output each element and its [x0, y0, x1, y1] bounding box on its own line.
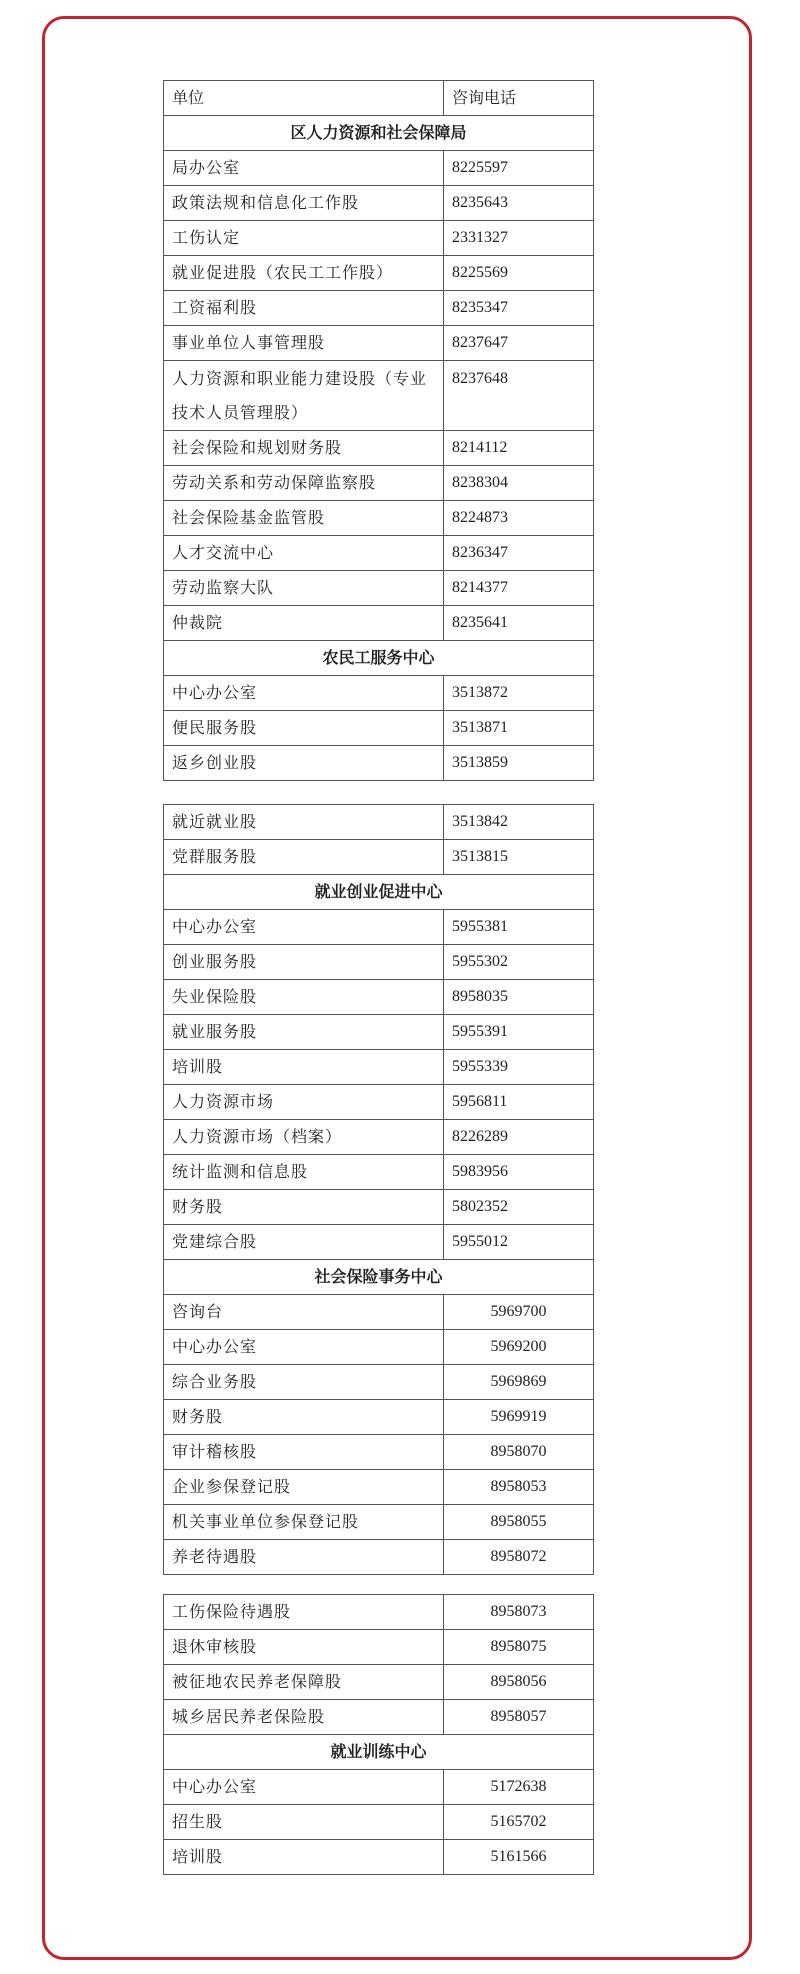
table-row	[164, 1155, 594, 1190]
table-row	[164, 326, 594, 361]
phone-number-cell: 8958053	[444, 1470, 594, 1505]
table-row	[164, 1330, 594, 1365]
table-row	[164, 945, 594, 980]
unit-name-cell: 工资福利股	[164, 291, 444, 326]
table-row	[164, 805, 594, 840]
unit-name-cell: 招生股	[164, 1805, 444, 1840]
table-row	[164, 291, 594, 326]
unit-name-cell: 财务股	[164, 1190, 444, 1225]
unit-name-cell: 中心办公室	[164, 910, 444, 945]
phone-number-cell: 8235641	[444, 606, 594, 641]
table-row	[164, 466, 594, 501]
unit-name-cell: 事业单位人事管理股	[164, 326, 444, 361]
unit-name-cell: 仲裁院	[164, 606, 444, 641]
unit-name-cell: 统计监测和信息股	[164, 1155, 444, 1190]
section-title: 就业训练中心	[164, 1735, 594, 1770]
unit-name-cell: 党建综合股	[164, 1225, 444, 1260]
section-header-row	[164, 875, 594, 910]
section-header-row	[164, 1735, 594, 1770]
unit-name-cell: 退休审核股	[164, 1630, 444, 1665]
phone-number-cell: 8238304	[444, 466, 594, 501]
unit-name-cell: 党群服务股	[164, 840, 444, 875]
phone-number-cell: 5955381	[444, 910, 594, 945]
section-title: 社会保险事务中心	[164, 1260, 594, 1295]
table-row	[164, 571, 594, 606]
table-row	[164, 1015, 594, 1050]
table-row	[164, 1805, 594, 1840]
phone-number-cell: 8958073	[444, 1595, 594, 1630]
table-row	[164, 910, 594, 945]
unit-name-cell: 社会保险基金监管股	[164, 501, 444, 536]
table-row	[164, 1120, 594, 1155]
unit-name-cell: 失业保险股	[164, 980, 444, 1015]
phone-number-cell: 8958057	[444, 1700, 594, 1735]
phone-number-cell: 5161566	[444, 1840, 594, 1875]
phone-number-cell: 5802352	[444, 1190, 594, 1225]
phone-number-cell: 8958070	[444, 1435, 594, 1470]
phone-number-cell: 8236347	[444, 536, 594, 571]
phone-number-cell: 5955339	[444, 1050, 594, 1085]
phone-number-cell: 5969700	[444, 1295, 594, 1330]
phone-number-cell: 3513872	[444, 676, 594, 711]
unit-name-cell: 被征地农民养老保障股	[164, 1665, 444, 1700]
contact-table-2	[163, 804, 594, 1575]
unit-name-cell: 机关事业单位参保登记股	[164, 1505, 444, 1540]
section-header-row	[164, 1260, 594, 1295]
unit-name-cell: 人才交流中心	[164, 536, 444, 571]
contact-table-3	[163, 1594, 594, 1875]
phone-number-cell: 5172638	[444, 1770, 594, 1805]
unit-name-cell: 培训股	[164, 1840, 444, 1875]
phone-number-cell: 5969869	[444, 1365, 594, 1400]
unit-name-cell: 咨询台	[164, 1295, 444, 1330]
unit-name-cell: 就近就业股	[164, 805, 444, 840]
table-row	[164, 151, 594, 186]
table-row	[164, 1085, 594, 1120]
section-title: 农民工服务中心	[164, 641, 594, 676]
table-row	[164, 501, 594, 536]
unit-name-cell: 就业促进股（农民工工作股）	[164, 256, 444, 291]
phone-number-cell: 8226289	[444, 1120, 594, 1155]
table-row	[164, 1840, 594, 1875]
unit-name-cell: 养老待遇股	[164, 1540, 444, 1575]
header-phone: 咨询电话	[444, 81, 594, 116]
table-row	[164, 980, 594, 1015]
table-row	[164, 1435, 594, 1470]
unit-name-cell: 社会保险和规划财务股	[164, 431, 444, 466]
table-row	[164, 536, 594, 571]
table-header-row	[164, 81, 594, 116]
table-row	[164, 1225, 594, 1260]
table-row	[164, 676, 594, 711]
section-header-row	[164, 641, 594, 676]
table-row	[164, 1190, 594, 1225]
unit-name-cell: 审计稽核股	[164, 1435, 444, 1470]
phone-number-cell: 3513842	[444, 805, 594, 840]
unit-name-cell: 返乡创业股	[164, 746, 444, 781]
phone-number-cell: 5983956	[444, 1155, 594, 1190]
unit-name-cell: 劳动监察大队	[164, 571, 444, 606]
phone-number-cell: 3513859	[444, 746, 594, 781]
unit-name-cell: 工伤保险待遇股	[164, 1595, 444, 1630]
phone-number-cell: 8958035	[444, 980, 594, 1015]
phone-number-cell: 5955012	[444, 1225, 594, 1260]
unit-name-cell: 财务股	[164, 1400, 444, 1435]
table-row	[164, 746, 594, 781]
phone-number-cell: 5955391	[444, 1015, 594, 1050]
phone-number-cell: 8225569	[444, 256, 594, 291]
table-row	[164, 1540, 594, 1575]
phone-number-cell: 8214377	[444, 571, 594, 606]
phone-number-cell: 8235347	[444, 291, 594, 326]
phone-number-cell: 3513871	[444, 711, 594, 746]
phone-number-cell: 5165702	[444, 1805, 594, 1840]
table-row	[164, 1700, 594, 1735]
phone-number-cell: 8214112	[444, 431, 594, 466]
contact-table-1	[163, 80, 594, 781]
phone-number-cell: 5969919	[444, 1400, 594, 1435]
phone-number-cell: 2331327	[444, 221, 594, 256]
unit-name-cell: 政策法规和信息化工作股	[164, 186, 444, 221]
phone-number-cell: 8237647	[444, 326, 594, 361]
unit-name-cell: 便民服务股	[164, 711, 444, 746]
unit-name-cell: 创业服务股	[164, 945, 444, 980]
section-header-row	[164, 116, 594, 151]
table-row	[164, 1770, 594, 1805]
phone-number-cell: 8225597	[444, 151, 594, 186]
unit-name-cell: 人力资源市场（档案）	[164, 1120, 444, 1155]
header-unit: 单位	[164, 81, 444, 116]
table-row	[164, 1365, 594, 1400]
table-row	[164, 361, 594, 431]
table-row	[164, 1050, 594, 1085]
phone-number-cell: 5955302	[444, 945, 594, 980]
unit-name-cell: 培训股	[164, 1050, 444, 1085]
table-row	[164, 1665, 594, 1700]
phone-number-cell: 8237648	[444, 361, 594, 431]
table-row	[164, 221, 594, 256]
unit-name-cell: 工伤认定	[164, 221, 444, 256]
unit-name-cell: 中心办公室	[164, 676, 444, 711]
unit-name-cell: 企业参保登记股	[164, 1470, 444, 1505]
unit-name-cell: 中心办公室	[164, 1330, 444, 1365]
table-row	[164, 431, 594, 466]
unit-name-cell: 人力资源和职业能力建设股（专业技术人员管理股）	[164, 361, 444, 431]
table-row	[164, 711, 594, 746]
section-title: 区人力资源和社会保障局	[164, 116, 594, 151]
table-row	[164, 1470, 594, 1505]
phone-number-cell: 3513815	[444, 840, 594, 875]
unit-name-cell: 人力资源市场	[164, 1085, 444, 1120]
unit-name-cell: 综合业务股	[164, 1365, 444, 1400]
table-row	[164, 1630, 594, 1665]
phone-number-cell: 5956811	[444, 1085, 594, 1120]
table-row	[164, 1505, 594, 1540]
phone-number-cell: 8224873	[444, 501, 594, 536]
table-row	[164, 1595, 594, 1630]
table-row	[164, 606, 594, 641]
unit-name-cell: 中心办公室	[164, 1770, 444, 1805]
phone-number-cell: 5969200	[444, 1330, 594, 1365]
unit-name-cell: 城乡居民养老保险股	[164, 1700, 444, 1735]
unit-name-cell: 就业服务股	[164, 1015, 444, 1050]
table-row	[164, 840, 594, 875]
phone-number-cell: 8958075	[444, 1630, 594, 1665]
phone-number-cell: 8958072	[444, 1540, 594, 1575]
phone-number-cell: 8958056	[444, 1665, 594, 1700]
table-row	[164, 186, 594, 221]
table-row	[164, 256, 594, 291]
phone-number-cell: 8958055	[444, 1505, 594, 1540]
table-row	[164, 1400, 594, 1435]
unit-name-cell: 劳动关系和劳动保障监察股	[164, 466, 444, 501]
table-row	[164, 1295, 594, 1330]
unit-name-cell: 局办公室	[164, 151, 444, 186]
section-title: 就业创业促进中心	[164, 875, 594, 910]
phone-number-cell: 8235643	[444, 186, 594, 221]
